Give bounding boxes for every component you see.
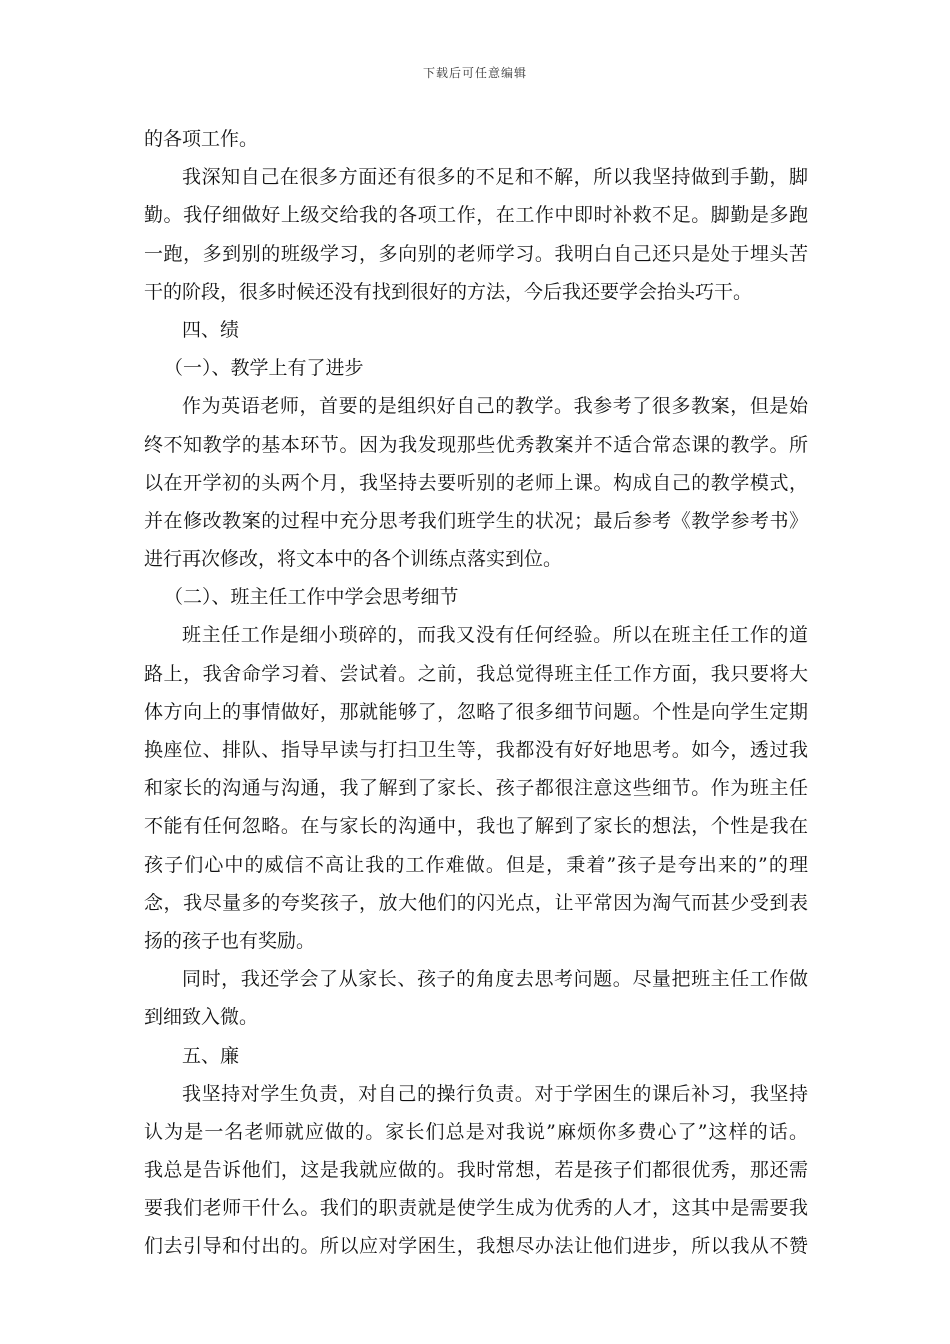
paragraph-line: 和家长的沟通与沟通，我了解到了家长、孩子都很注意这些细节。作为班主任 <box>144 777 808 800</box>
paragraph-line: 同时，我还学会了从家长、孩子的角度去思考问题。尽量把班主任工作做 <box>182 968 808 991</box>
paragraph-line: 我坚持对学生负责，对自己的操行负责。对于学困生的课后补习，我坚持 <box>182 1082 808 1105</box>
paragraph-line: 路上，我舍命学习着、尝试着。之前，我总觉得班主任工作方面，我只要将大 <box>144 662 808 685</box>
paragraph-line: 一跑，多到别的班级学习，多向别的老师学习。我明白自己还只是处于埋头苦 <box>144 242 808 265</box>
paragraph-line: 换座位、排队、指导早读与打扫卫生等，我都没有好好地思考。如今，透过我 <box>144 739 808 761</box>
paragraph-line: 干的阶段，很多时候还没有找到很好的方法，今后我还要学会抬头巧干。 <box>144 280 753 303</box>
subsection-heading: （一）、教学上有了进步 <box>164 357 364 380</box>
paragraph-line: 我总是告诉他们，这是我就应做的。我时常想，若是孩子们都很优秀，那还需 <box>144 1159 808 1182</box>
paragraph-line: 并在修改教案的过程中充分思考我们班学生的状况；最后参考《教学参考书》 <box>144 509 808 532</box>
paragraph-line: 体方向上的事情做好，那就能够了，忽略了很多细节问题。个性是向学生定期 <box>144 700 808 723</box>
paragraph-line: 不能有任何忽略。在与家长的沟通中，我也了解到了家长的想法，个性是我在 <box>144 815 808 838</box>
paragraph-line: 们去引导和付出的。所以应对学困生，我想尽办法让他们进步，所以我从不赞 <box>144 1235 808 1258</box>
section-heading: 四、绩 <box>182 318 240 341</box>
paragraph-line: 班主任工作是细小琐碎的，而我又没有任何经验。所以在班主任工作的道 <box>182 624 808 647</box>
paragraph-line: 以在开学初的头两个月，我坚持去要听别的老师上课。构成自己的教学模式， <box>144 471 808 494</box>
paragraph-line: 我深知自己在很多方面还有很多的不足和不解，所以我坚持做到手勤，脚 <box>182 166 808 189</box>
paragraph-line: 勤。我仔细做好上级交给我的各项工作，在工作中即时补救不足。脚勤是多跑 <box>144 204 808 227</box>
paragraph-line: 进行再次修改，将文本中的各个训练点落实到位。 <box>144 548 563 571</box>
paragraph-line: 认为是一名老师就应做的。家长们总是对我说”麻烦你多费心了”这样的话。 <box>144 1120 808 1143</box>
paragraph-line: 的各项工作。 <box>144 128 259 150</box>
paragraph-line: 作为英语老师，首要的是组织好自己的教学。我参考了很多教案，但是始 <box>182 395 808 418</box>
paragraph-line: 到细致入微。 <box>144 1006 259 1029</box>
document-body <box>144 120 808 1266</box>
paragraph-line: 念，我尽量多的夸奖孩子，放大他们的闪光点，让平常因为淘气而甚少受到表 <box>144 891 808 914</box>
section-heading: 五、廉 <box>182 1044 240 1067</box>
paragraph-line: 孩子们心中的威信不高让我的工作难做。但是，秉着”孩子是夸出来的”的理 <box>144 853 808 876</box>
paragraph-line: 扬的孩子也有奖励。 <box>144 929 316 952</box>
subsection-heading: （二）、班主任工作中学会思考细节 <box>164 586 459 609</box>
paragraph-line: 要我们老师干什么。我们的职责就是使学生成为优秀的人才，这其中是需要我 <box>144 1197 808 1220</box>
paragraph-line: 终不知教学的基本环节。因为我发现那些优秀教案并不适合常态课的教学。所 <box>144 433 808 456</box>
page-header: 下载后可任意编辑 <box>422 66 527 80</box>
